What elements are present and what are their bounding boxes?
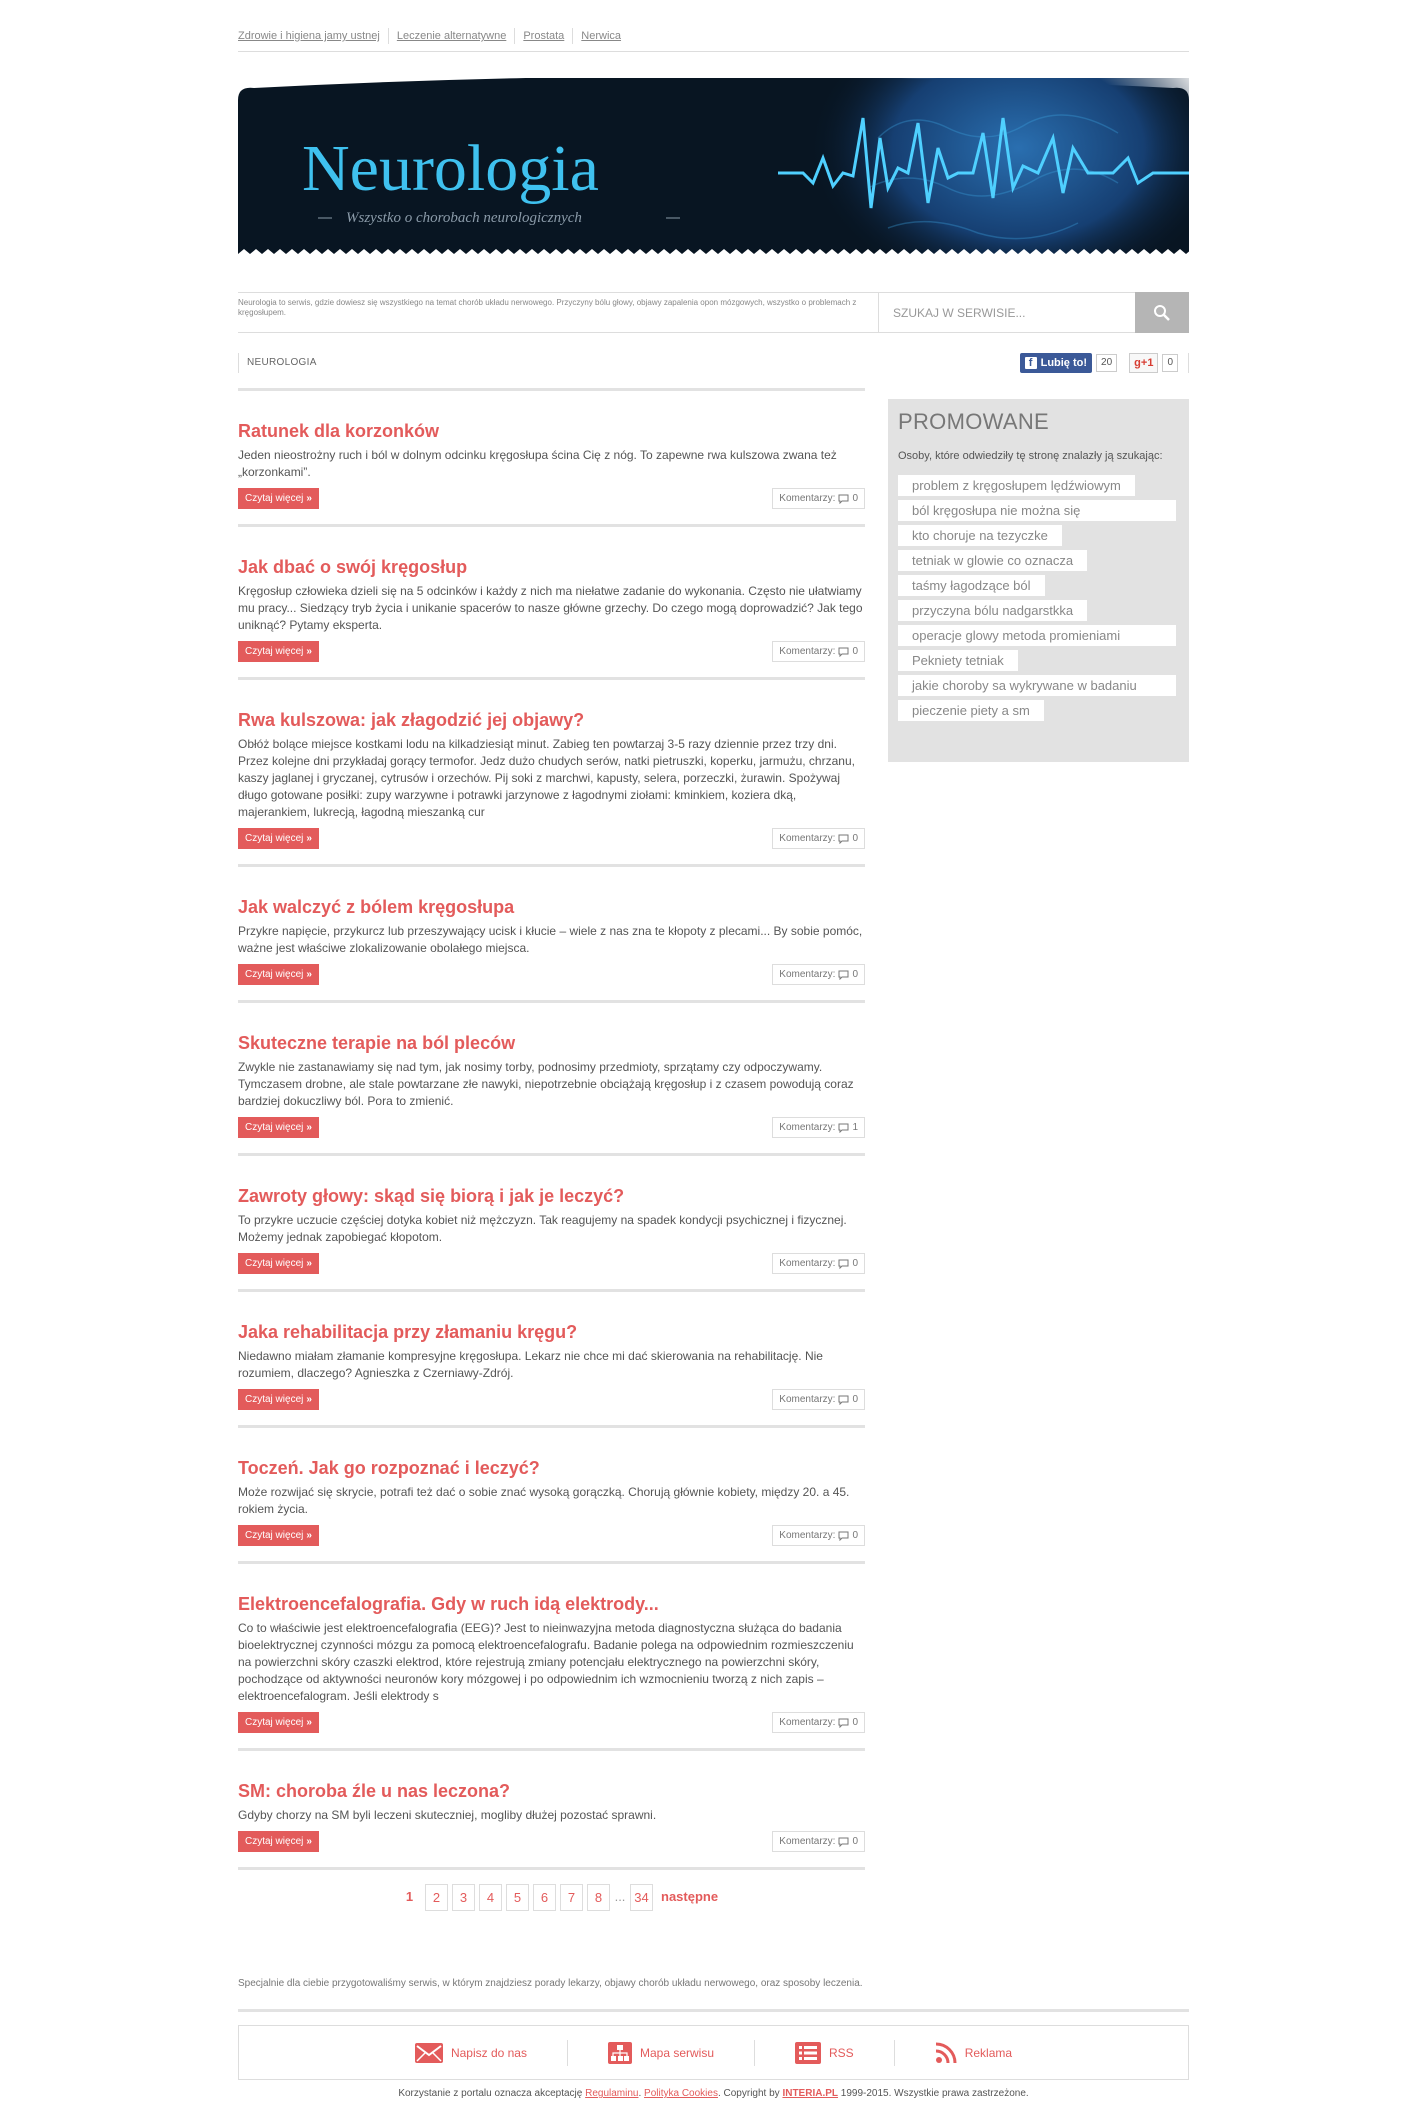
legal-notice: Korzystanie z portalu oznacza akceptację Regulaminu. Polityka Cookies. Copyright by INTERIA.PL 1999-2015. Wszystkie prawa zastrzeżone. (398, 2088, 1029, 2099)
speech-bubble-icon (838, 1123, 849, 1133)
google-plus-icon: g (1134, 357, 1141, 369)
article-excerpt: To przykre uczucie częściej dotyka kobiet niż mężczyzn. Tak reagujemy na spadek kondycji psychicznej i fizycznej. Możemy jednak zapobiegać kłopotom. (238, 1213, 847, 1244)
list-item (238, 388, 865, 510)
footer-links (238, 2025, 1189, 2080)
article-excerpt: Jeden nieostrożny ruch i ból w dolnym odcinku kręgosłupa ścina Cię z nóg. To zapewne rwa kulszowa zwana też „korzonkami”. (238, 448, 837, 479)
read-more-label: Czytaj więcej (245, 1258, 304, 1269)
comments-count: 0 (852, 1530, 858, 1541)
comments-label: Komentarzy: (779, 1530, 836, 1541)
article-excerpt: Gdyby chorzy na SM byli leczeni skuteczniej, mogliby dłużej pozostać sprawni. (238, 1808, 657, 1822)
double-chevron-icon: » (306, 646, 312, 657)
article-title[interactable]: Skuteczne terapie na ból pleców (238, 1033, 516, 1053)
list-item (238, 1153, 865, 1275)
page-current: 1 (405, 1889, 414, 1904)
search-tag-link[interactable]: operacje glowy metoda promieniami (898, 625, 1176, 646)
page-link[interactable]: 5 (506, 1884, 529, 1911)
read-more-label: Czytaj więcej (245, 1394, 304, 1405)
list-item (238, 677, 865, 850)
speech-bubble-icon (838, 970, 849, 980)
legal-suffix: 1999-2015. Wszystkie prawa zastrzeżone. (840, 2088, 1029, 2099)
read-more-button[interactable] (238, 1712, 319, 1733)
speech-bubble-icon (838, 1531, 849, 1541)
rss-link[interactable] (755, 2041, 894, 2065)
comments-count: 0 (852, 646, 858, 657)
double-chevron-icon: » (306, 1394, 312, 1405)
promoted-title: PROMOWANE (898, 409, 1049, 434)
read-more-label: Czytaj więcej (245, 646, 304, 657)
info-bar (238, 292, 1189, 333)
comments-count: 0 (852, 969, 858, 980)
promoted-tag-list (898, 475, 1179, 721)
list-item (238, 1000, 865, 1139)
search-icon (1153, 304, 1171, 322)
contact-label: Napisz do nas (450, 2045, 527, 2060)
read-more-button[interactable] (238, 1525, 319, 1546)
ads-link[interactable] (895, 2041, 1052, 2065)
footer-note: Specjalnie dla ciebie przygotowaliśmy serwis, w którym znajdziesz porady lekarzy, objawy chorób układu nerwowego, oraz sposoby leczenia. (238, 1978, 863, 1989)
sitemap-link[interactable] (568, 2041, 754, 2065)
comments-label: Komentarzy: (779, 493, 836, 504)
speech-bubble-icon (838, 647, 849, 657)
breadcrumb-row (238, 353, 1189, 373)
article-excerpt: Przykre napięcie, przykurcz lub przeszywający ucisk i kłucie – wiele z nas zna te kłopoty z plecami... By sobie pomóc, ważne jest właściwe zlokalizowanie obolałego miejsca. (238, 924, 863, 955)
article-title[interactable]: Elektroencefalografia. Gdy w ruch idą elektrody... (238, 1594, 659, 1614)
comments-label: Komentarzy: (779, 1717, 836, 1728)
article-title[interactable]: SM: choroba źle u nas leczona? (238, 1781, 511, 1801)
double-chevron-icon: » (306, 1530, 312, 1541)
interia-link[interactable]: INTERIA.PL (782, 2088, 839, 2099)
comments-label: Komentarzy: (779, 1836, 836, 1847)
read-more-label: Czytaj więcej (245, 1122, 304, 1133)
search-tag-link[interactable]: Pekniety tetniak (898, 650, 1018, 671)
comments-count: 0 (852, 1836, 858, 1847)
list-item (238, 524, 865, 663)
read-more-label: Czytaj więcej (245, 969, 304, 980)
search-tag-link[interactable]: tetniak w glowie co oznacza (898, 550, 1087, 571)
search-tag-link[interactable]: przyczyna bólu nadgarstkka (898, 600, 1087, 621)
article-title[interactable]: Zawroty głowy: skąd się biorą i jak je leczyć? (238, 1186, 625, 1206)
search-tag-link[interactable]: taśmy łagodzące ból (898, 575, 1045, 596)
comments-link[interactable] (772, 1117, 865, 1138)
speech-bubble-icon (838, 1718, 849, 1728)
comments-link[interactable] (772, 1712, 865, 1733)
comments-link[interactable] (772, 488, 865, 509)
search-input[interactable] (878, 292, 1135, 333)
top-nav-link[interactable]: Prostata (515, 28, 573, 44)
speech-bubble-icon (838, 1837, 849, 1847)
comments-label: Komentarzy: (779, 1122, 836, 1133)
banner-subtitle: Wszystko o chorobach neurologicznych (346, 210, 582, 226)
google-plus-count: 0 (1162, 354, 1178, 372)
contact-link[interactable] (375, 2041, 567, 2065)
comments-link[interactable] (772, 1525, 865, 1546)
list-icon (795, 2042, 821, 2064)
comments-link[interactable] (772, 1831, 865, 1852)
banner-graphic (238, 78, 1189, 266)
article-excerpt: Może rozwijać się skrycie, potrafi też dać o sobie znać wysoką gorączką. Chorują głównie kobiety, między 20. a 45. rokiem życia. (238, 1485, 850, 1516)
cookies-link[interactable]: Polityka Cookies (644, 2088, 718, 2099)
top-nav-link[interactable]: Leczenie alternatywne (389, 28, 515, 44)
top-nav-link[interactable]: Nerwica (581, 30, 622, 42)
read-more-button[interactable] (238, 1253, 319, 1274)
double-chevron-icon: » (306, 1122, 312, 1133)
article-excerpt: Co to właściwie jest elektroencefalografia (EEG)? Jest to nieinwazyjna metoda diagnostyczna służąca do badania bioelektrycznej czynności mózgu za pomocą elektroencefalografu. Badanie polega na odpowiednim rozmieszczeniu na powierzchni skóry czaszki elektrod, które rejestrują zmiany potencjału elektrycznego na powierzchni skóry, pochodzące od aktywności neuronów kory mózgowej i po odpowiednim ich wzmocnieniu tworzą z nich zapis – elektroencefalogram. Jeśli elektrody s (238, 1621, 854, 1703)
comments-label: Komentarzy: (779, 833, 836, 844)
double-chevron-icon: » (306, 1836, 312, 1847)
page-ellipsis: ... (614, 1889, 626, 1904)
article-title[interactable]: Jak walczyć z bólem kręgosłupa (238, 897, 515, 917)
read-more-label: Czytaj więcej (245, 1836, 304, 1847)
google-plus-label: +1 (1140, 357, 1154, 369)
facebook-like-count: 20 (1096, 354, 1117, 372)
legal-copyright: . Copyright by (717, 2088, 780, 2099)
comments-link[interactable] (772, 1253, 865, 1274)
comments-label: Komentarzy: (779, 1394, 836, 1405)
page-link[interactable]: 7 (560, 1884, 583, 1911)
comments-count: 1 (852, 1122, 858, 1133)
double-chevron-icon: » (306, 1258, 312, 1269)
read-more-button[interactable] (238, 828, 319, 849)
facebook-like-button[interactable] (1020, 353, 1092, 373)
comments-label: Komentarzy: (779, 1258, 836, 1269)
search-tag-link[interactable]: ból kręgosłupa nie można się (898, 500, 1176, 521)
site-description: Neurologia to serwis, gdzie dowiesz się wszystkiego na temat chorób układu nerwowego. Przyczyny bólu głowy, objawy zapalenia opon mózgowych, wszystko o problemach z kręgosłupem. (238, 298, 857, 317)
breadcrumb[interactable]: NEUROLOGIA (238, 353, 317, 373)
comments-count: 0 (852, 833, 858, 844)
list-item (238, 1748, 865, 1853)
article-title[interactable]: Toczeń. Jak go rozpoznać i leczyć? (238, 1458, 540, 1478)
read-more-label: Czytaj więcej (245, 493, 304, 504)
social-buttons (1020, 353, 1189, 373)
rules-link[interactable]: Regulaminu (585, 2088, 639, 2099)
top-nav (238, 28, 1189, 52)
article-title[interactable]: Jaka rehabilitacja przy złamaniu kręgu? (238, 1322, 578, 1342)
banner-title: Neurologia (302, 132, 599, 205)
speech-bubble-icon (838, 1259, 849, 1269)
google-plus-button[interactable] (1129, 353, 1158, 373)
article-title[interactable]: Rwa kulszowa: jak złagodzić jej objawy? (238, 710, 585, 730)
comments-link[interactable] (772, 828, 865, 849)
article-excerpt: Kręgosłup człowieka dzieli się na 5 odcinków i każdy z nich ma niełatwe zadanie do wykonania. Często nie ułatwiamy mu pracy... Siedzący tryb życia i unikanie spacerów to nasze główne grzechy. Do czego mogą doprowadzić? Jak tego uniknąć? Pytamy eksperta. (238, 584, 863, 632)
search-tag-link[interactable]: problem z kręgosłupem lędźwiowym (898, 475, 1135, 496)
promoted-box (888, 399, 1189, 762)
list-item (238, 1425, 865, 1547)
read-more-button[interactable] (238, 1389, 319, 1410)
top-nav-link[interactable]: Zdrowie i higiena jamy ustnej (238, 28, 389, 44)
comments-label: Komentarzy: (779, 969, 836, 980)
speech-bubble-icon (838, 494, 849, 504)
envelope-icon (415, 2043, 443, 2063)
comments-link[interactable] (772, 964, 865, 985)
search-button[interactable] (1135, 292, 1189, 333)
article-excerpt: Obłóż bolące miejsce kostkami lodu na kilkadziesiąt minut. Zabieg ten powtarzaj 3-5 razy dziennie przez trzy dni. Przez kolejne dni przykładaj gorący termofor. Jedz dużo chudych serów, natki pietruszki, koperku, jarmużu, chrzanu, kaszy jaglanej i gryczanej, cytrusów i orzechów. Pij soki z marchwi, kapusty, selera, porzeczki, żurawin. Spożywaj długo gotowane posiłki: zupy warzywne i potrawki jarzynowe z łagodnymi ziołami: kminkiem, koziera dką, majerankiem, lukrecją, łagodną mieszanką cur (238, 737, 855, 819)
comments-link[interactable] (772, 641, 865, 662)
divider (1188, 353, 1189, 373)
search-tag-link[interactable]: pieczenie piety a sm (898, 700, 1044, 721)
article-excerpt: Zwykle nie zastanawiamy się nad tym, jak nosimy torby, podnosimy przedmioty, sprzątamy czy odpoczywamy. Tymczasem drobne, ale stale powtarzane złe nawyki, niepotrzebnie obciążają kręgosłup i z czasem powodują coraz bardziej dokuczliwy ból. Pora to zmienić. (238, 1060, 854, 1108)
site-banner[interactable] (238, 78, 1189, 266)
list-item (238, 1561, 865, 1734)
read-more-label: Czytaj więcej (245, 833, 304, 844)
search-tag-link[interactable]: kto choruje na tezyczke (898, 525, 1062, 546)
article-title[interactable]: Ratunek dla korzonków (238, 421, 440, 441)
comments-count: 0 (852, 1394, 858, 1405)
speech-bubble-icon (838, 1395, 849, 1405)
list-item (238, 864, 865, 986)
search-tag-link[interactable]: jakie choroby sa wykrywane w badaniu (898, 675, 1176, 696)
read-more-label: Czytaj więcej (245, 1530, 304, 1541)
article-title[interactable]: Jak dbać o swój kręgosłup (238, 557, 468, 577)
speech-bubble-icon (838, 834, 849, 844)
read-more-button[interactable] (238, 964, 319, 985)
read-more-button[interactable] (238, 1831, 319, 1852)
comments-link[interactable] (772, 1389, 865, 1410)
comments-count: 0 (852, 1258, 858, 1269)
page-link[interactable]: 6 (533, 1884, 556, 1911)
page-link[interactable]: 4 (479, 1884, 502, 1911)
facebook-icon: f (1025, 357, 1037, 369)
double-chevron-icon: » (306, 493, 312, 504)
double-chevron-icon: » (306, 833, 312, 844)
divider (238, 1867, 865, 1870)
page-link[interactable]: 2 (425, 1884, 448, 1911)
comments-label: Komentarzy: (779, 646, 836, 657)
promoted-intro: Osoby, które odwiedziły tę stronę znalazły ją szukając: (898, 450, 1163, 462)
article-list (238, 388, 865, 1870)
comments-count: 0 (852, 1717, 858, 1728)
sitemap-label: Mapa serwisu (639, 2045, 715, 2060)
double-chevron-icon: » (306, 1717, 312, 1728)
facebook-like-label: Lubię to! (1040, 357, 1088, 369)
divider (238, 2009, 1189, 2012)
page-link[interactable]: 3 (452, 1884, 475, 1911)
comments-count: 0 (852, 493, 858, 504)
read-more-button[interactable] (238, 488, 319, 509)
page-next-link[interactable]: następne (661, 1889, 719, 1904)
page-link[interactable]: 8 (587, 1884, 610, 1911)
pagination (398, 1884, 718, 1911)
rss-label: RSS (829, 2045, 854, 2060)
page-link-last[interactable]: 34 (630, 1884, 653, 1911)
read-more-label: Czytaj więcej (245, 1717, 304, 1728)
list-item (238, 1289, 865, 1411)
double-chevron-icon: » (306, 969, 312, 980)
legal-prefix: Korzystanie z portalu oznacza akceptację (398, 2088, 583, 2099)
search-form (878, 292, 1189, 333)
read-more-button[interactable] (238, 641, 319, 662)
ads-label: Reklama (964, 2045, 1013, 2060)
read-more-button[interactable] (238, 1117, 319, 1138)
sitemap-icon (608, 2042, 632, 2064)
rss-icon (935, 2042, 957, 2064)
article-excerpt: Niedawno miałam złamanie kompresyjne kręgosłupa. Lekarz nie chce mi dać skierowania na rehabilitację. Nie rozumiem, dlaczego? Agnieszka z Czerniawy-Zdrój. (238, 1349, 823, 1380)
